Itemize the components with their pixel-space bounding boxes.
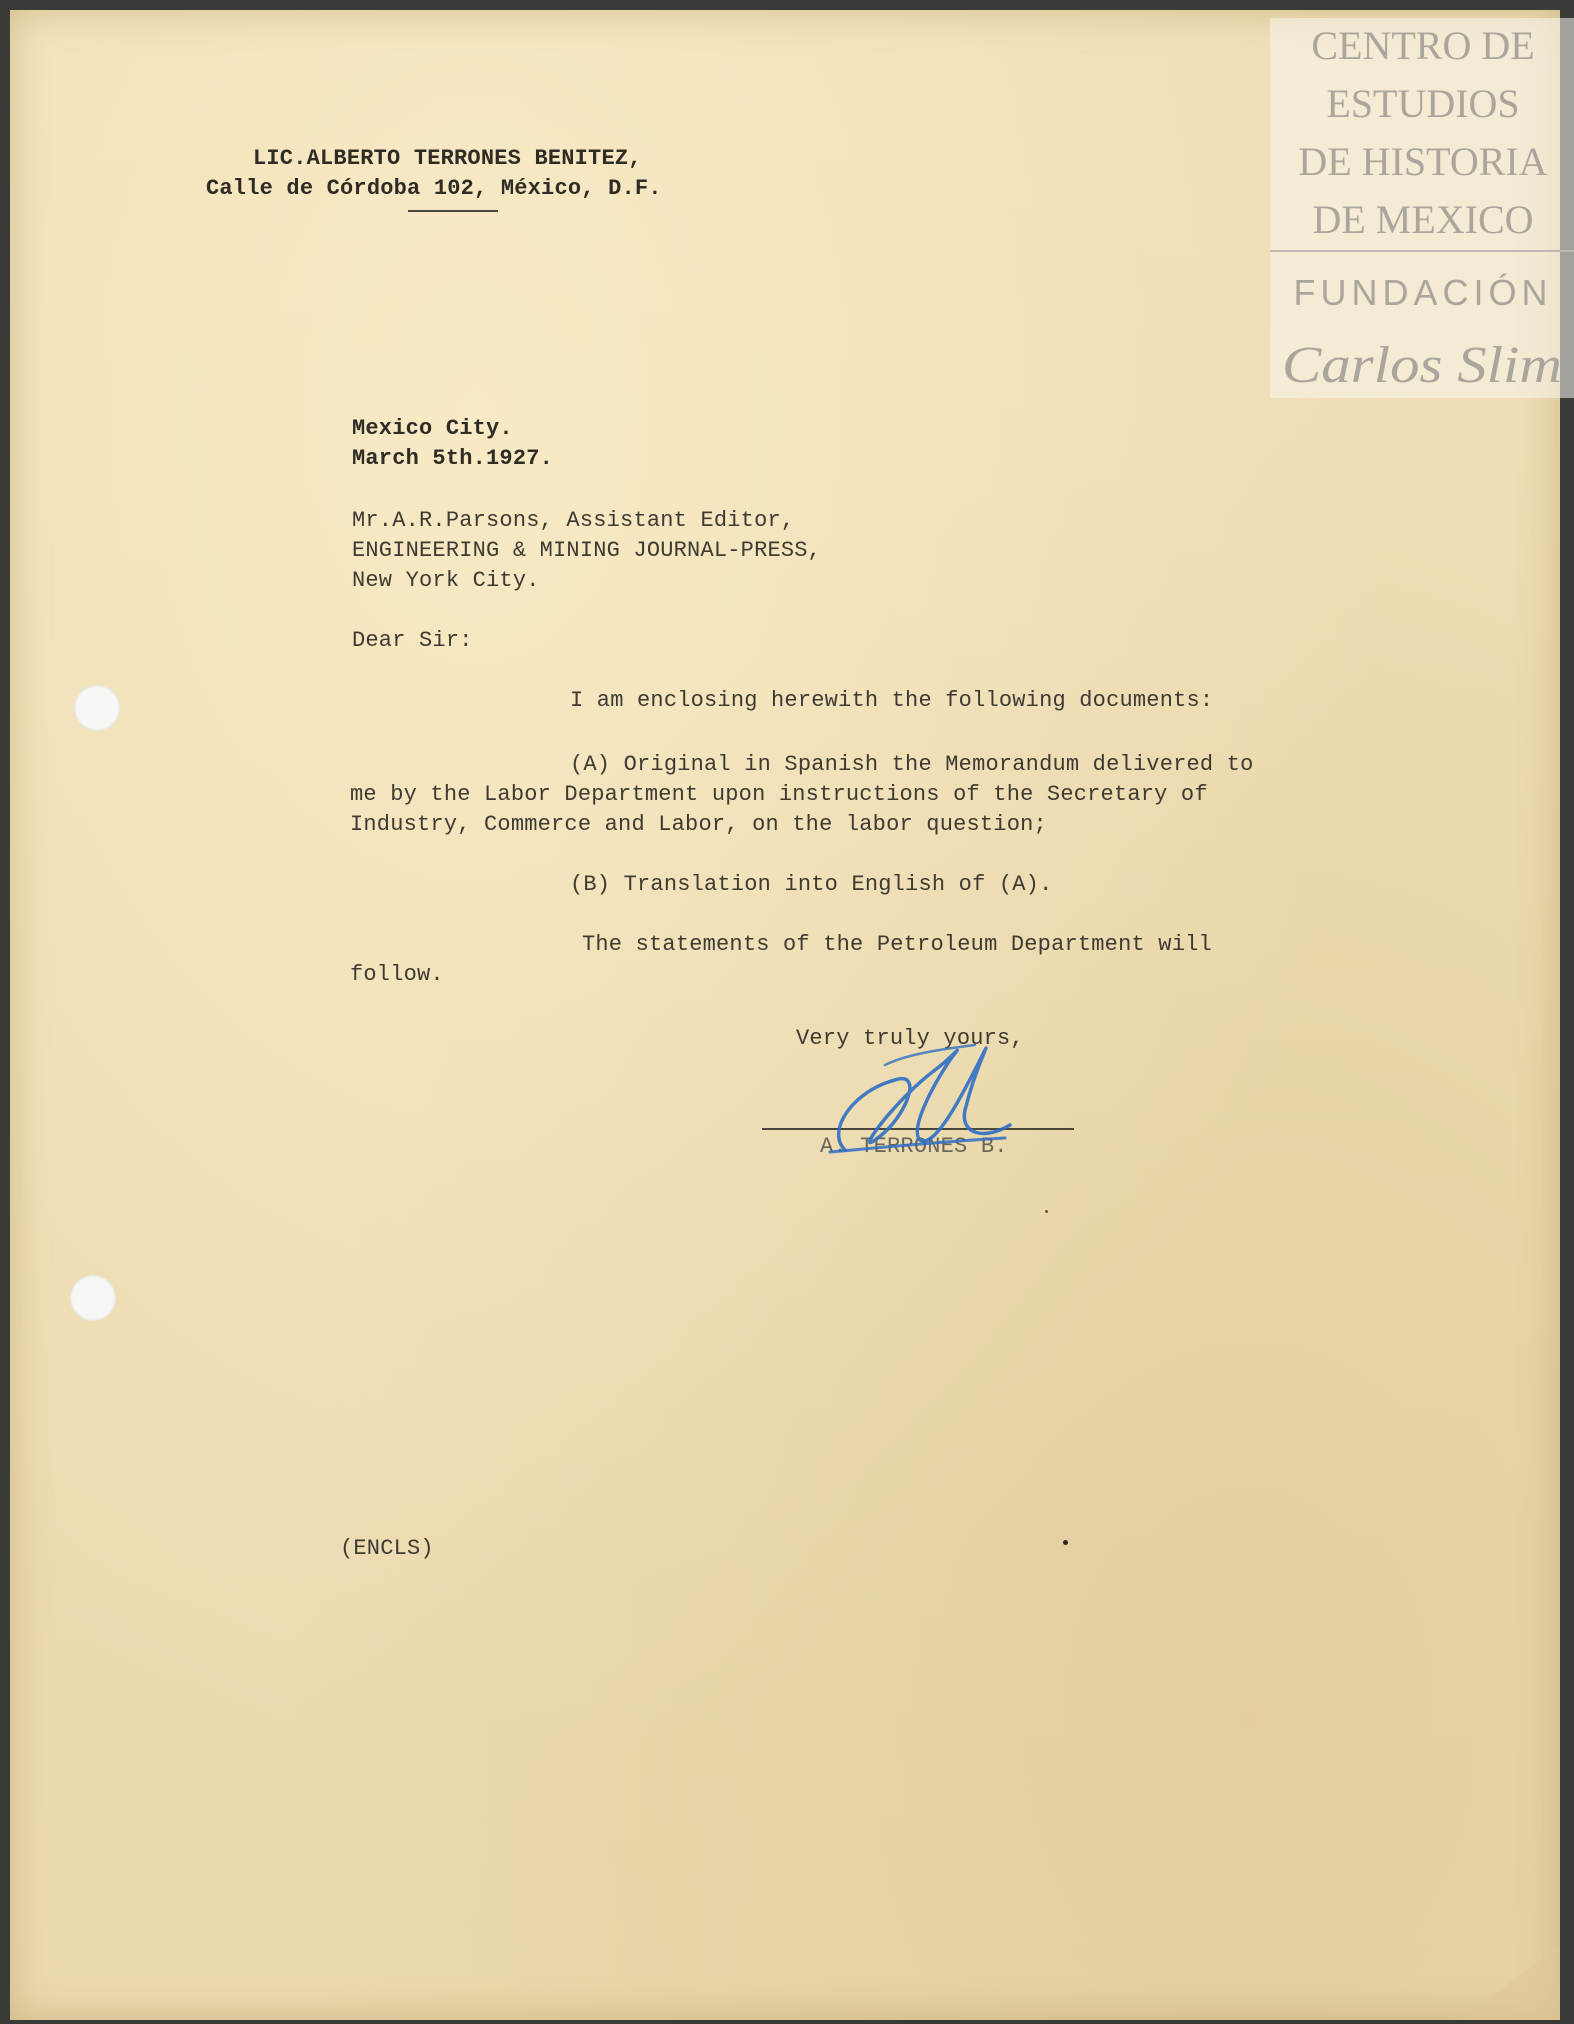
watermark-line-3: DE HISTORIA [1298, 139, 1548, 184]
recipient-line-2: ENGINEERING & MINING JOURNAL-PRESS, [352, 538, 822, 563]
ink-speck [1045, 1210, 1048, 1213]
letterhead-address: Calle de Córdoba 102, México, D.F. [206, 176, 662, 201]
archive-watermark [1270, 18, 1574, 398]
valediction: Very truly yours, [796, 1026, 1024, 1051]
enclosures-note: (ENCLS) [340, 1536, 434, 1561]
recipient-line-1: Mr.A.R.Parsons, Assistant Editor, [352, 508, 795, 533]
letterhead-underline [408, 210, 498, 212]
watermark-line-4: DE MEXICO [1312, 197, 1534, 242]
watermark-divider [1270, 250, 1574, 252]
letter-date: March 5th.1927. [352, 446, 554, 471]
letterhead-name: LIC.ALBERTO TERRONES BENITEZ, [253, 146, 642, 171]
body-intro: I am enclosing herewith the following documents: [570, 688, 1214, 713]
ink-speck [1063, 1540, 1068, 1545]
body-closing-line-1: The statements of the Petroleum Department will [582, 932, 1212, 957]
watermark-line-2: ESTUDIOS [1326, 81, 1520, 126]
body-item-a-line-3: Industry, Commerce and Labor, on the labor question; [350, 812, 1047, 837]
body-item-a-line-2: me by the Labor Department upon instructions of the Secretary of [350, 782, 1208, 807]
watermark-foundation: FUNDACIÓN [1293, 272, 1553, 313]
watermark-line-1: CENTRO DE [1311, 23, 1535, 68]
punch-hole-bottom [70, 1275, 116, 1321]
corner-fold [1460, 1945, 1560, 2020]
letter-place: Mexico City. [352, 416, 513, 441]
letter-page [10, 10, 1560, 2020]
recipient-line-3: New York City. [352, 568, 540, 593]
body-item-b: (B) Translation into English of (A). [570, 872, 1053, 897]
body-item-a-line-1: (A) Original in Spanish the Memorandum delivered to [570, 752, 1254, 777]
watermark-script-logo [1278, 336, 1568, 396]
svg-text:Carlos Slim: Carlos Slim [1282, 337, 1562, 394]
salutation: Dear Sir: [352, 628, 473, 653]
handwritten-signature [815, 1030, 1045, 1180]
punch-hole-top [74, 685, 120, 731]
signer-name: A. TERRONES B. [820, 1134, 1008, 1159]
body-closing-line-2: follow. [350, 962, 444, 987]
